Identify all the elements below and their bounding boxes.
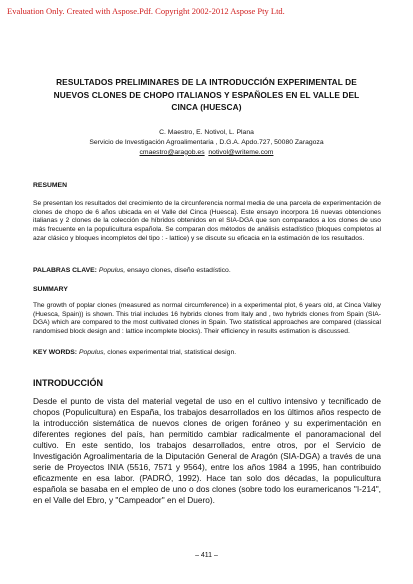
email-link-2[interactable]: notivol@writeme.com	[208, 148, 274, 156]
key-words-italic: Populus,	[78, 349, 106, 356]
watermark: Evaluation Only. Created with Aspose.Pdf. Copyright 2002-2012 Aspose Pty Ltd.	[7, 6, 285, 16]
key-words-text: clones experimental trial, statistical design.	[105, 349, 237, 356]
palabras-clave-text: ensayo clones, diseño estadístico.	[125, 267, 231, 274]
key-words-label: KEY WORDS:	[33, 349, 78, 356]
intro-heading: INTRODUCCIÓN	[33, 378, 103, 388]
resumen-text: Se presentan los resultados del crecimiento de la circunferencia normal media de una parcela de experimentación de clones de chopo de 6 años ubicada en el Valle del Cinca (Huesca). Este ensayo incorpora 16 nuevas obtenciones italianas y 2 clones de la colección de híbridos obtenidos en el SIA-DGA que son comparados a los clones de uso más frecuente en la populicultura española. Se comparan dos métodos de análisis estadístico (bloques completos al azar clásico y bloques incompletos del tipo : - lattice) y se discute su eficacia en la estimación de los resultados.	[33, 200, 381, 242]
intro-text: Desde el punto de vista del material vegetal de uso en el cultivo intensivo y tecnificado de chopos (Populicultura) en España, los trabajos desarrollados en los últimos años respecto de la introducción sistemática de nuevos clones de origen foráneo y su experimentación en diferentes regiones del país, han permitido cambiar radicalmente el panoramacional del cultivo. En este sentido, los trabajos desarrollados, entre otros, por el Servicio de Investigación Agroalimentaria de la Diputación General de Aragón (SIA-DGA) a través de una serie de Proyectos INIA (5516, 7571 y 9564), entre los años 1984 a 1995, han contribuido eficazmente en esa labor. (PADRÓ, 1992). Hace tan solo dos décadas, la populicultura española se basaba en el empleo de uno o dos clones (sobre todo los euramericanos "I-214", en el Valle del Ebro, y "Campeador" en el Duero).	[33, 396, 381, 506]
summary-heading: SUMMARY	[33, 286, 68, 293]
paper-title: RESULTADOS PRELIMINARES DE LA INTRODUCCIÓN EXPERIMENTAL DE NUEVOS CLONES DE CHOPO ITALIANOS Y ESPAÑOLES EN EL VALLE DEL CINCA (HUESCA)	[53, 77, 360, 112]
palabras-clave-italic: Populus,	[98, 267, 126, 274]
author-block	[40, 128, 373, 157]
key-words	[33, 348, 381, 357]
palabras-clave-label: PALABRAS CLAVE:	[33, 267, 97, 274]
page-number: – 411 –	[195, 552, 218, 559]
resumen-heading: RESUMEN	[33, 182, 67, 189]
emails	[40, 148, 373, 158]
palabras-clave	[33, 266, 381, 275]
affiliation: Servicio de Investigación Agroalimentaria , D.G.A. Apdo.727, 50080 Zaragoza	[89, 138, 324, 146]
summary-text: The growth of poplar clones (measured as normal circumference) in a experimental plot, 6 years old, at Cinca Valley (Huesca, Spain)) is shown. This trial includes 16 hybrids clones from Italy and , two hybrids clones from Spain (SIA-DGA) which are compared to the most cultivated clones in Spain. Two statistical approaches are compared (classical randomised block design and : lattice incomplete blocks). Their efficiency in results estimation is discussed.	[33, 302, 381, 335]
email-link-1[interactable]: cmaestro@aragob.es	[139, 148, 205, 156]
authors: C. Maestro, E. Notivol, L. Plana	[159, 129, 254, 136]
